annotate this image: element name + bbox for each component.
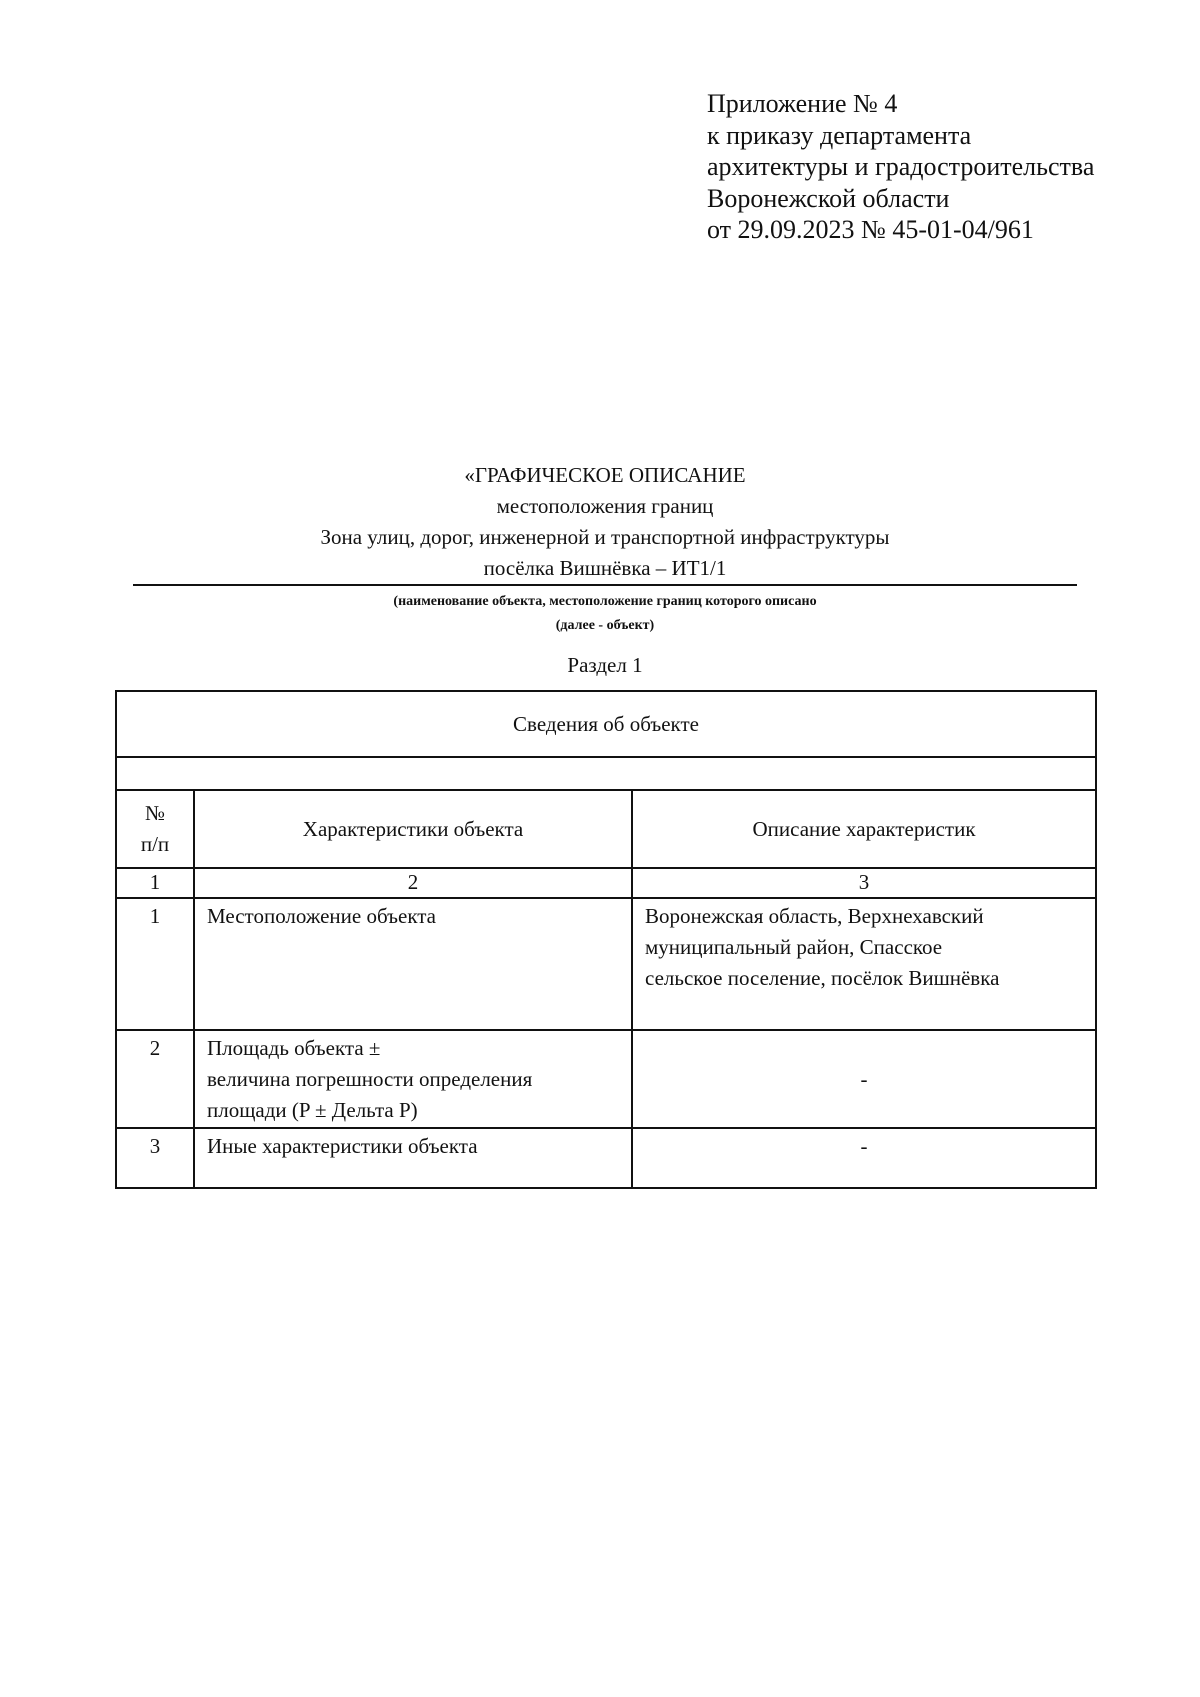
title-underline: [133, 584, 1077, 586]
column-index: 3: [632, 868, 1096, 898]
title-line: посёлка Вишнёвка – ИТ1/1: [483, 556, 727, 580]
header-num-line: №: [144, 801, 166, 825]
description-line: Воронежская область, Верхнехавский: [645, 904, 984, 928]
header-description: Описание характеристик: [632, 790, 1096, 868]
document-title: [133, 460, 1077, 584]
row-characteristic: [194, 1030, 632, 1128]
column-index: 1: [116, 868, 194, 898]
row-number: 2: [116, 1030, 194, 1128]
appendix-line: к приказу департамента: [707, 120, 972, 150]
title-line: Зона улиц, дорог, инженерной и транспортной инфраструктуры: [320, 525, 890, 549]
characteristic-line: Площадь объекта ±: [207, 1036, 381, 1060]
row-characteristic: Местоположение объекта: [194, 898, 632, 1030]
description-line: муниципальный район, Спасское: [645, 935, 943, 959]
row-description: -: [632, 1128, 1096, 1188]
title-line: «ГРАФИЧЕСКОЕ ОПИСАНИЕ: [464, 463, 746, 487]
appendix-header: [707, 88, 1167, 246]
row-description: -: [632, 1030, 1096, 1128]
object-note: [133, 590, 1077, 638]
table-header-row: [116, 790, 1096, 868]
appendix-line: Приложение № 4: [707, 89, 898, 118]
column-index-row: [116, 868, 1096, 898]
table-spacer-row: [116, 757, 1096, 790]
row-number: 3: [116, 1128, 194, 1188]
characteristic-line: величина погрешности определения: [207, 1067, 533, 1091]
row-characteristic: Иные характеристики объекта: [194, 1128, 632, 1188]
object-info-table: [115, 690, 1097, 1189]
section-label: Раздел 1: [567, 653, 643, 677]
appendix-line: от 29.09.2023 № 45-01-04/961: [707, 215, 1034, 244]
title-line: местоположения границ: [496, 494, 714, 518]
row-number: 1: [116, 898, 194, 1030]
characteristic-line: площади (P ± Дельта P): [207, 1098, 418, 1122]
header-num: [116, 790, 194, 868]
header-characteristics: Характеристики объекта: [194, 790, 632, 868]
description-line: сельское поселение, посёлок Вишнёвка: [645, 966, 1000, 990]
header-num-line: п/п: [140, 832, 170, 856]
table-row: [116, 1128, 1096, 1188]
note-line: (далее - объект): [555, 618, 655, 633]
note-line: (наименование объекта, местоположение границ которого описано: [393, 594, 817, 609]
table-caption: Сведения об объекте: [116, 691, 1096, 757]
appendix-line: Воронежской области: [707, 183, 950, 213]
column-index: 2: [194, 868, 632, 898]
table-row: [116, 1030, 1096, 1128]
appendix-line: архитектуры и градостроительства: [707, 152, 1095, 181]
row-description: [632, 898, 1096, 1030]
table-row: [116, 898, 1096, 1030]
